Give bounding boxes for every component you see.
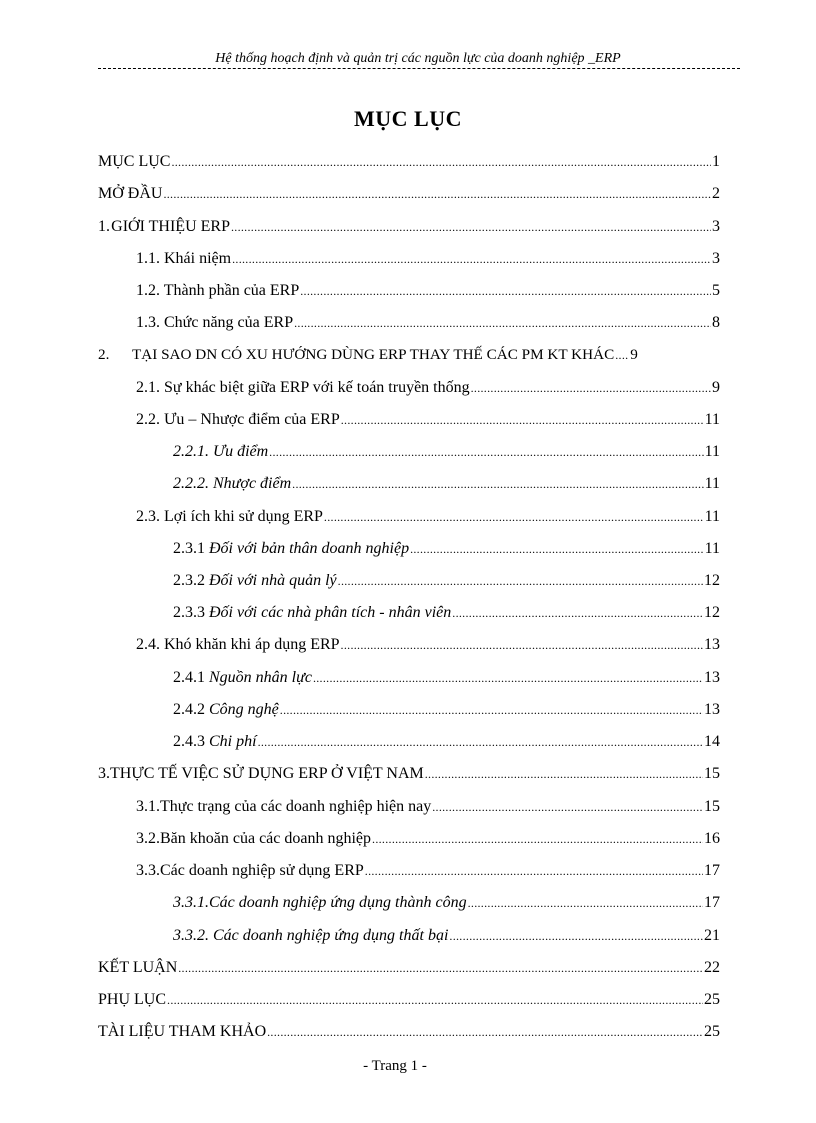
toc-leader-dots: [471, 376, 711, 400]
toc-leader-dots: [269, 440, 703, 464]
toc-entry-label: KẾT LUẬN: [98, 959, 178, 976]
toc-entry-tai-lieu[interactable]: [98, 1020, 720, 1044]
toc-entry-chapter-1[interactable]: [98, 215, 720, 239]
toc-page-number: 5: [712, 282, 720, 299]
toc-entry-label: Các doanh nghiệp sử dụng ERP: [160, 862, 364, 879]
page-title: MỤC LỤC: [354, 106, 462, 131]
toc-page-number: 13: [704, 701, 720, 718]
toc-entry-label: TẠI SAO DN CÓ XU HƯỚNG DÙNG ERP THAY THẾ CÁC PM KT KHÁC: [132, 346, 615, 363]
toc-entry-label: TÀI LIỆU THAM KHẢO: [98, 1023, 267, 1040]
toc-entry-2-4-1[interactable]: [173, 666, 720, 690]
toc-leader-dots: [365, 859, 703, 883]
toc-leader-dots: [372, 827, 703, 851]
toc-leader-dots: [178, 956, 703, 980]
toc-leader-dots: [313, 666, 703, 690]
toc-page-number: 21: [704, 927, 720, 944]
toc-page-number: 14: [704, 733, 720, 750]
toc-page-number: 11: [704, 443, 720, 460]
toc-entry-2-2[interactable]: [136, 408, 720, 432]
toc-leader-dots: [280, 698, 703, 722]
toc-entry-label: Đối với bản thân doanh nghiệp: [209, 540, 410, 557]
toc-leader-dots: [294, 311, 711, 335]
toc-leader-dots: [324, 505, 704, 529]
toc-leader-dots: [171, 150, 711, 174]
toc-entry-2-3[interactable]: [136, 505, 720, 529]
toc-page-number: 13: [704, 636, 720, 653]
toc-entry-label: Nguồn nhân lực: [209, 669, 312, 686]
toc-entry-label: 2.3. Lợi ích khi sử dụng ERP: [136, 508, 323, 525]
toc-entry-number: 2.3.2: [173, 572, 205, 589]
toc-leader-dots: [267, 1020, 703, 1044]
toc-leader-dots: [258, 730, 703, 754]
toc-entry-label: 2.2.2. Nhược điểm: [173, 475, 292, 492]
toc-entry-label: MỞ ĐẦU: [98, 185, 163, 202]
toc-entry-2-4[interactable]: [136, 633, 720, 657]
toc-entry-number: 2.3.3: [173, 604, 205, 621]
toc-page-number: 3: [712, 250, 720, 267]
toc-entry-label: 3.3.2. Các doanh nghiệp ứng dụng thất bại: [173, 927, 449, 944]
toc-entry-number: 2.4.3: [173, 733, 205, 750]
toc-entry-number: 2.4.1: [173, 669, 205, 686]
toc-entry-3-3-1[interactable]: [173, 891, 720, 915]
toc-page-number: 8: [712, 314, 720, 331]
toc-entry-label: Đối với các nhà phân tích - nhân viên: [209, 604, 452, 621]
toc-entry-label: 1.2. Thành phần của ERP: [136, 282, 300, 299]
toc-entry-2-1[interactable]: [136, 376, 720, 400]
toc-leader-dots: [452, 601, 703, 625]
toc-entry-label: GIỚI THIỆU ERP: [111, 218, 230, 235]
toc-page-number: 13: [704, 669, 720, 686]
toc-entry-chapter-2[interactable]: [98, 343, 720, 367]
toc-page-number: 11: [704, 411, 720, 428]
toc-entry-2-3-1[interactable]: [173, 537, 720, 561]
header-rule: [98, 68, 740, 69]
toc-entry-number: 2.4.2: [173, 701, 205, 718]
toc-leader-dots: [468, 891, 703, 915]
toc-leader-dots: [449, 924, 703, 948]
toc-page-number: 9: [712, 379, 720, 396]
toc-page-number: 11: [704, 475, 720, 492]
toc-entry-label: Chi phí: [209, 733, 257, 750]
toc-entry-label: Các doanh nghiệp ứng dụng thành công: [209, 894, 467, 911]
toc-entry-number: 3.3.1.: [173, 894, 209, 911]
toc-page-number: 22: [704, 959, 720, 976]
toc-page-number: 1: [712, 153, 720, 170]
toc-leader-dots: [163, 182, 711, 206]
toc-leader-dots: [425, 762, 703, 786]
toc-page-number: 16: [704, 830, 720, 847]
toc-entry-2-3-2[interactable]: [173, 569, 720, 593]
toc-entry-1-2[interactable]: [136, 279, 720, 303]
toc-entry-label: 2.2. Ưu – Nhược điểm của ERP: [136, 411, 340, 428]
toc-entry-phu-luc[interactable]: [98, 988, 720, 1012]
toc-entry-3-3-2[interactable]: [173, 924, 720, 948]
toc-entry-number: 3.1.: [136, 798, 160, 815]
toc-entry-label: 2.2.1. Ưu điểm: [173, 443, 269, 460]
toc-entry-3-3[interactable]: [136, 859, 720, 883]
toc-entry-3-1[interactable]: [136, 795, 720, 819]
toc-entry-2-2-2[interactable]: [173, 472, 720, 496]
toc-entry-label: 2.1. Sự khác biệt giữa ERP với kế toán truyền thống: [136, 379, 470, 396]
toc-entry-number: 3.: [98, 765, 110, 782]
toc-entry-label: Thực trạng của các doanh nghiệp hiện nay: [160, 798, 432, 815]
toc-leader-dots: [432, 795, 703, 819]
toc-page-number: 25: [704, 1023, 720, 1040]
toc-entry-2-2-1[interactable]: [173, 440, 720, 464]
toc-leader-dots: [338, 569, 703, 593]
toc-entry-number: 2.: [98, 346, 110, 363]
toc-leader-dots: [232, 247, 711, 271]
toc-entry-mo-dau[interactable]: [98, 182, 720, 206]
toc-entry-label: Đối với nhà quản lý: [209, 572, 337, 589]
toc-page-number: 9: [630, 346, 638, 363]
toc-leader-dots: [300, 279, 711, 303]
toc-entry-number: 3.2.: [136, 830, 160, 847]
toc-page-number: 11: [704, 540, 720, 557]
toc-entry-label: Công nghệ: [209, 701, 279, 718]
toc-entry-2-4-3[interactable]: [173, 730, 720, 754]
toc-entry-label: MỤC LỤC: [98, 153, 171, 170]
toc-entry-1-1[interactable]: [136, 247, 720, 271]
toc-entry-2-4-2[interactable]: [173, 698, 720, 722]
toc-entry-number: 2.3.1: [173, 540, 205, 557]
toc-entry-chapter-3[interactable]: [98, 762, 720, 786]
toc-page-number: 17: [704, 894, 720, 911]
toc-entry-label: Băn khoăn của các doanh nghiệp: [160, 830, 372, 847]
toc-entry-label: 2.4. Khó khăn khi áp dụng ERP: [136, 636, 340, 653]
toc-leader-dots: [341, 408, 704, 432]
toc-entry-2-3-3[interactable]: [173, 601, 720, 625]
toc-leader-dots: [615, 343, 629, 367]
toc-page-number: 15: [704, 798, 720, 815]
toc-leader-dots: [167, 988, 703, 1012]
toc-entry-label: PHỤ LỤC: [98, 991, 167, 1008]
toc-page-number: 2: [712, 185, 720, 202]
toc-page-number: 12: [704, 604, 720, 621]
toc-page-number: 12: [704, 572, 720, 589]
toc-page-number: 11: [704, 508, 720, 525]
toc-entry-number: 1.: [98, 218, 110, 235]
toc-leader-dots: [341, 633, 703, 657]
toc-entry-label: 1.1. Khái niệm: [136, 250, 232, 267]
toc-page-number: 15: [704, 765, 720, 782]
running-header: Hệ thống hoạch định và quản trị các nguồn lực của doanh nghiệp _ERP: [215, 51, 621, 66]
toc-entry-label: THỰC TẾ VIỆC SỬ DỤNG ERP Ở VIỆT NAM: [110, 765, 424, 782]
toc-page-number: 25: [704, 991, 720, 1008]
page-footer: - Trang 1 -: [363, 1058, 427, 1074]
toc-entry-muc-luc[interactable]: [98, 150, 720, 174]
toc-page-number: 3: [712, 218, 720, 235]
toc-leader-dots: [410, 537, 704, 561]
toc-entry-ket-luan[interactable]: [98, 956, 720, 980]
toc-page-number: 17: [704, 862, 720, 879]
toc-entry-3-2[interactable]: [136, 827, 720, 851]
toc-entry-number: 3.3.: [136, 862, 160, 879]
toc-leader-dots: [231, 215, 711, 239]
toc-entry-label: 1.3. Chức năng của ERP: [136, 314, 294, 331]
toc-entry-1-3[interactable]: [136, 311, 720, 335]
toc-leader-dots: [292, 472, 703, 496]
